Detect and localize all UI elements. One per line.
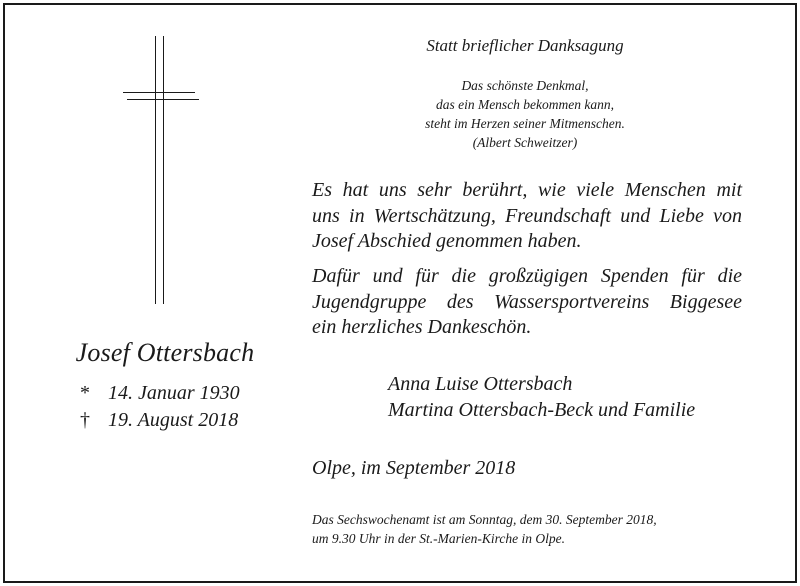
death-date: 19. August 2018 xyxy=(108,409,239,431)
signers-block xyxy=(388,371,695,423)
thanks-paragraph-1 xyxy=(312,178,742,255)
paragraph-line: uns in Wertschätzung, Freundschaft und Liebe von xyxy=(312,204,742,227)
paragraph-line: Josef Abschied genommen haben. xyxy=(312,230,582,252)
service-note-line: Das Sechswochenamt ist am Sonntag, dem 30. September 2018, xyxy=(312,512,657,527)
paragraph-line: Es hat uns sehr berührt, wie viele Menschen mit xyxy=(312,179,742,201)
service-note-line: um 9.30 Uhr in der St.-Marien-Kirche in Olpe. xyxy=(312,531,565,546)
paragraph-line: Jugendgruppe des Wassersportvereins Biggesee xyxy=(312,290,742,313)
quote-line: Das schönste Denkmal, xyxy=(461,78,589,93)
signer-name: Martina Ottersbach-Beck und Familie xyxy=(388,399,696,421)
thanks-paragraph-2 xyxy=(312,264,742,341)
signer-name: Anna Luise Ottersbach xyxy=(388,373,573,395)
quote-author: (Albert Schweitzer) xyxy=(472,135,578,150)
birth-row xyxy=(80,380,240,407)
place-date: Olpe, im September 2018 xyxy=(312,457,516,479)
death-row xyxy=(80,407,240,434)
life-dates xyxy=(80,380,240,434)
quote-line: das ein Mensch bekommen kann, xyxy=(435,97,615,112)
paragraph-line: Dafür und für die großzügigen Spenden für die xyxy=(312,265,742,287)
deceased-name: Josef Ottersbach xyxy=(75,338,255,367)
cross-icon xyxy=(120,36,202,304)
quote-block xyxy=(310,76,740,152)
notice-heading: Statt brieflicher Danksagung xyxy=(426,36,624,55)
birth-date: 14. Januar 1930 xyxy=(108,382,240,404)
paragraph-line: ein herzliches Dankeschön. xyxy=(312,316,532,338)
birth-symbol: * xyxy=(80,382,90,404)
quote-line: steht im Herzen seiner Mitmenschen. xyxy=(425,116,625,131)
service-note xyxy=(312,510,657,548)
death-symbol: † xyxy=(80,409,90,431)
